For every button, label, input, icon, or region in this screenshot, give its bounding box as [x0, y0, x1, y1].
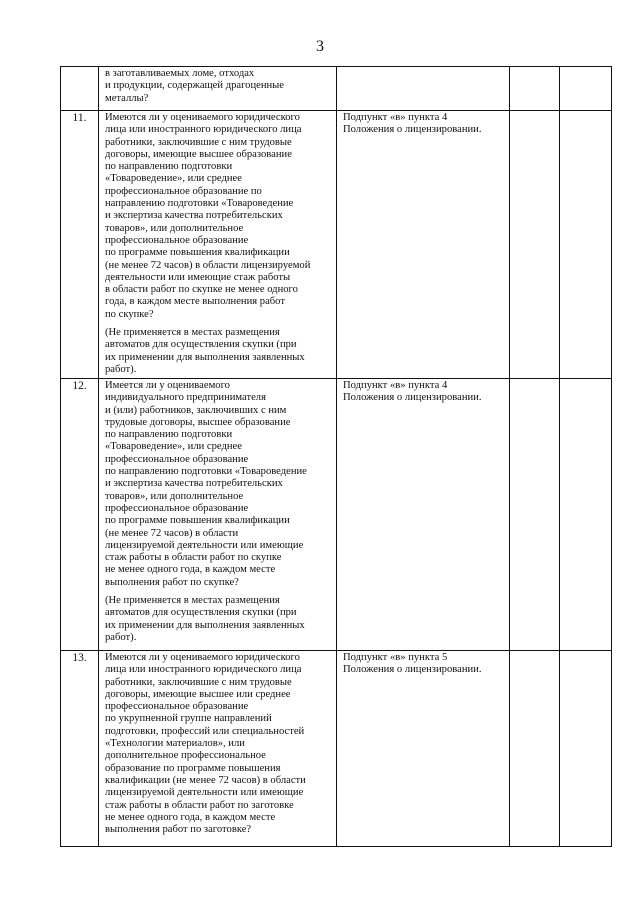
reference-line: Подпункт «в» пункта 5 — [343, 652, 448, 663]
row-number: 11. — [61, 111, 99, 379]
question-line: направлению подготовки «Товароведение — [105, 198, 294, 210]
question-line: профессиональное образование — [105, 502, 249, 514]
question-line: подготовки, профессий или специальностей — [105, 725, 305, 737]
question-line: лицензируемой деятельности или имеющие — [105, 787, 304, 799]
question-cell — [99, 651, 337, 847]
question-line: по программе повышения квалификации — [105, 247, 290, 259]
answer-cell-a — [510, 67, 560, 111]
question-line: профессиональное образование — [105, 234, 249, 246]
question-line: стаж работы в области работ по заготовке — [105, 799, 294, 811]
question-line: (не менее 72 часов) в области лицензируемой — [105, 259, 311, 271]
question-line: и экспертиза качества потребительских — [105, 478, 283, 490]
question-line: деятельности или имеющие стаж работы — [105, 271, 291, 283]
answer-cell-b — [560, 111, 612, 379]
note-line: (Не применяется в местах размещения — [105, 595, 280, 607]
question-line: не менее одного года, в каждом месте — [105, 564, 276, 576]
question-cell — [99, 379, 337, 651]
question-line: индивидуального предпринимателя — [105, 392, 266, 404]
question-line: профессиональное образование — [105, 453, 249, 465]
answer-cell-b — [560, 651, 612, 847]
answer-cell-a — [510, 379, 560, 651]
question-line: по программе повышения квалификации — [105, 515, 290, 527]
table-row — [61, 67, 612, 111]
question-line: и продукции, содержащей драгоценные — [105, 80, 284, 92]
reference-cell — [337, 651, 510, 847]
question-line: в области работ по скупке не менее одного — [105, 284, 298, 296]
reference-line: Подпункт «в» пункта 4 — [343, 112, 448, 123]
note-line: их применении для выполнения заявленных — [105, 351, 305, 363]
question-line: «Товароведение», или среднее — [105, 441, 242, 453]
question-line: профессиональное образование — [105, 701, 249, 713]
question-line: не менее одного года, в каждом месте — [105, 811, 276, 823]
question-line: и экспертиза качества потребительских — [105, 210, 283, 222]
row-number — [61, 67, 99, 111]
note-line: автоматов для осуществления скупки (при — [105, 339, 297, 351]
exemption-note — [105, 327, 334, 376]
answer-cell-a — [510, 651, 560, 847]
question-cell — [99, 67, 337, 111]
note-line: работ). — [105, 363, 137, 375]
question-line: Имеются ли у оцениваемого юридического — [105, 652, 300, 663]
answer-cell-b — [560, 379, 612, 651]
page-number: 3 — [316, 38, 324, 55]
reference-line: Подпункт «в» пункта 4 — [343, 380, 448, 391]
reference-line: Положения о лицензировании. — [343, 664, 482, 676]
reference-line: Положения о лицензировании. — [343, 392, 482, 404]
question-line: по укрупненной группе направлений — [105, 713, 272, 725]
question-line: лица или иностранного юридического лица — [105, 124, 302, 136]
question-line: лица или иностранного юридического лица — [105, 664, 302, 676]
question-line: стаж работы в области работ по скупке — [105, 552, 282, 564]
answer-cell-b — [560, 67, 612, 111]
question-line: по направлению подготовки «Товароведение — [105, 466, 307, 478]
question-line: по скупке? — [105, 308, 154, 320]
exemption-note — [105, 595, 334, 644]
table-row — [61, 111, 612, 379]
note-line: работ). — [105, 631, 137, 643]
question-line: по направлению подготовки — [105, 161, 233, 173]
reference-cell — [337, 67, 510, 111]
question-cell — [99, 111, 337, 379]
question-line: выполнения работ по заготовке? — [105, 824, 252, 836]
question-line: договоры, имеющие высшее или среднее — [105, 688, 291, 700]
reference-line: Положения о лицензировании. — [343, 124, 482, 136]
row-number: 12. — [61, 379, 99, 651]
note-line: (Не применяется в местах размещения — [105, 327, 280, 339]
question-line: в заготавливаемых ломе, отходах — [105, 68, 255, 79]
note-line: их применении для выполнения заявленных — [105, 619, 305, 631]
question-line: «Товароведение», или среднее — [105, 173, 242, 185]
checklist-table — [60, 66, 612, 847]
question-line: лицензируемой деятельности или имеющие — [105, 539, 304, 551]
answer-cell-a — [510, 111, 560, 379]
question-line: товаров», или дополнительное — [105, 490, 244, 502]
question-line: профессиональное образование по — [105, 185, 262, 197]
question-line: работники, заключившие с ним трудовые — [105, 136, 292, 148]
table-row — [61, 651, 612, 847]
question-line: (не менее 72 часов) в области — [105, 527, 239, 539]
question-line: года, в каждом месте выполнения работ — [105, 296, 285, 308]
question-line: Имеются ли у оцениваемого юридического — [105, 112, 300, 123]
question-line: и (или) работников, заключивших с ним — [105, 404, 287, 416]
row-number: 13. — [61, 651, 99, 847]
question-line: металлы? — [105, 92, 149, 104]
question-line: Имеется ли у оцениваемого — [105, 380, 230, 391]
reference-cell — [337, 111, 510, 379]
question-line: выполнения работ по скупке? — [105, 576, 239, 588]
note-line: автоматов для осуществления скупки (при — [105, 607, 297, 619]
question-line: трудовые договоры, высшее образование — [105, 416, 291, 428]
question-line: товаров», или дополнительное — [105, 222, 244, 234]
question-line: дополнительное профессиональное — [105, 750, 266, 762]
question-line: квалификации (не менее 72 часов) в области — [105, 774, 306, 786]
question-line: «Технологии материалов», или — [105, 738, 245, 750]
question-line: договоры, имеющие высшее образование — [105, 148, 292, 160]
question-line: образование по программе повышения — [105, 762, 281, 774]
reference-cell — [337, 379, 510, 651]
table-row — [61, 379, 612, 651]
question-line: по направлению подготовки — [105, 429, 233, 441]
question-line: работники, заключившие с ним трудовые — [105, 676, 292, 688]
